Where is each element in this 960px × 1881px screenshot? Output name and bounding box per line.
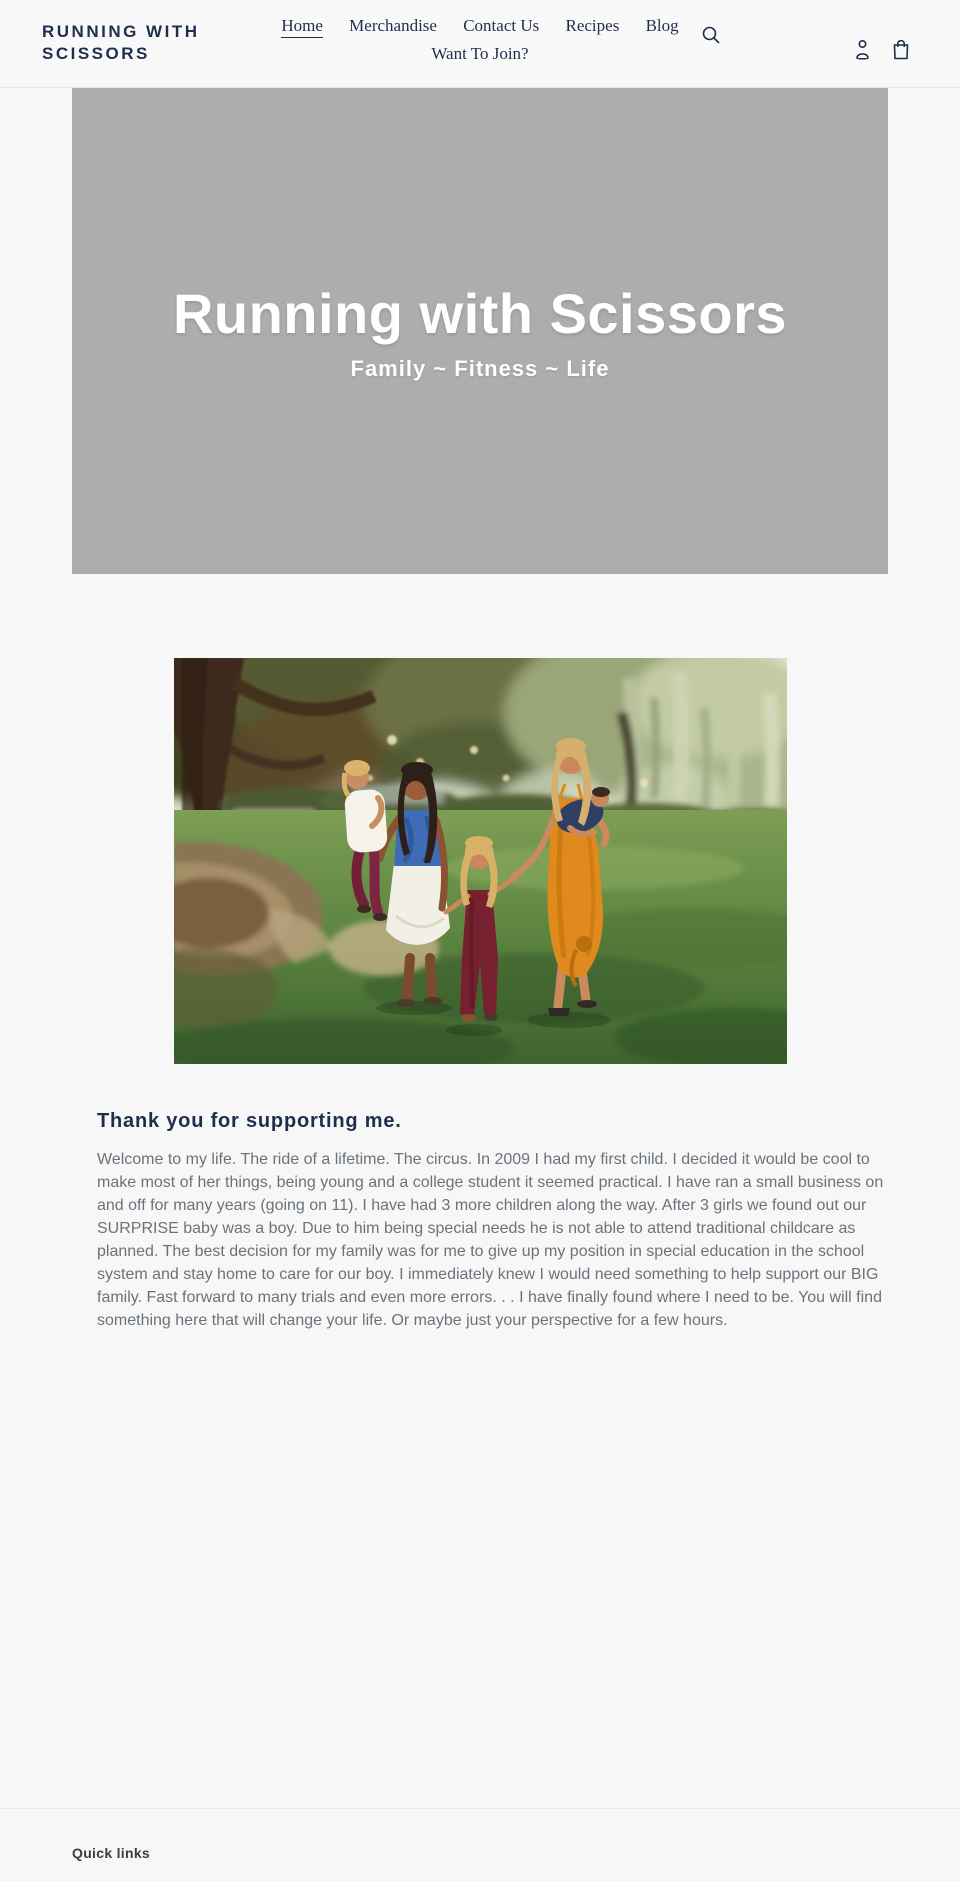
site-logo[interactable]: RUNNING WITH SCISSORS [42, 22, 200, 64]
nav-item-home[interactable]: Home [281, 16, 323, 38]
nav-item-want-to-join[interactable]: Want To Join? [431, 44, 529, 63]
about-body: Welcome to my life. The ride of a lifetime. The circus. In 2009 I had my first child. I decided it would be cool to make most of her things, being young and a college student it seemed practical. I have ran a small business on and off for many years (going on 11). I have had 3 more children along the way. After 3 girls we found out our SURPRISE baby was a boy. Due to him being special needs he is not able to attend traditional childcare as planned. The best decision for my family was for me to give up my position in special education in the school system and stay home to care for our boy. I immediately knew I would need something to help support our BIG family. Fast forward to many trials and even more errors. . . I have finally found where I need to be. You will find something here that will change your life. Or maybe just your perspective for a few hours. [97, 1151, 884, 1329]
nav-item-blog[interactable]: Blog [645, 16, 679, 35]
hero-title: Running with Scissors [172, 281, 788, 345]
account-icon[interactable] [854, 39, 871, 65]
about-section [97, 1110, 887, 1332]
footer-quick-links-heading: Quick links [72, 1845, 150, 1861]
nav-row-1 [230, 15, 730, 37]
nav-item-merchandise[interactable]: Merchandise [349, 16, 437, 35]
main-nav [230, 15, 730, 65]
site-footer [0, 1808, 960, 1881]
search-icon[interactable] [700, 25, 722, 47]
site-header [0, 0, 960, 88]
header-icons [854, 39, 910, 65]
nav-item-recipes[interactable]: Recipes [565, 16, 620, 35]
about-heading: Thank you for supporting me. [97, 1110, 402, 1132]
hero-subtitle: Family ~ Fitness ~ Life [350, 355, 610, 381]
hero-banner [72, 88, 888, 574]
family-photo [174, 658, 787, 1064]
nav-row-2 [230, 43, 730, 65]
cart-icon[interactable] [892, 39, 910, 65]
nav-item-contact-us[interactable]: Contact Us [463, 16, 540, 35]
